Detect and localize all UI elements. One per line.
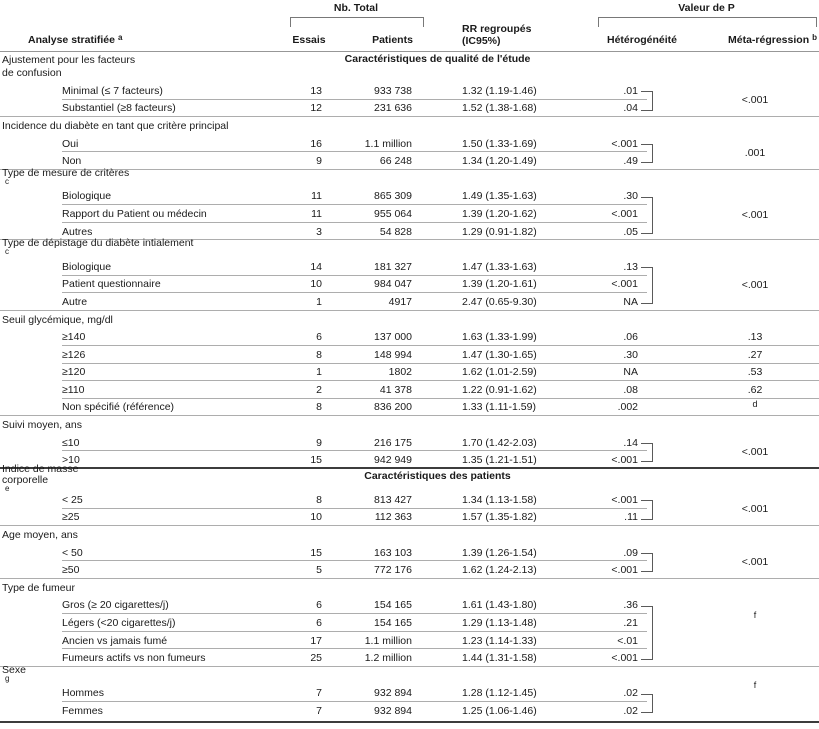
table-row — [0, 258, 819, 276]
heterogeneity-cell: .06 — [623, 331, 638, 344]
heterogeneity-cell: <.001 — [611, 493, 638, 506]
meta-regression-value: <.001 — [741, 445, 769, 458]
heterogeneity-cell: .11 — [624, 511, 638, 524]
patients-cell: 813 427 — [374, 493, 412, 506]
table-group-row — [0, 237, 819, 258]
row-label-line: Rapport du Patient ou médecin — [62, 207, 207, 220]
meta-regression-cell — [690, 399, 819, 417]
meta-regression-value: f — [753, 680, 757, 690]
row-label-line: corporelle e — [2, 475, 78, 497]
row-label-line: Biologique — [62, 190, 112, 203]
table-group-row — [0, 166, 819, 188]
row-label-line: Non spécifié (référence) — [62, 401, 175, 414]
col-analyse-stratifiee — [28, 34, 122, 46]
table-rows — [0, 52, 819, 720]
row-label — [62, 364, 85, 382]
table-row — [0, 188, 819, 206]
meta-regression-value: <.001 — [741, 278, 769, 291]
essais-cell: 9 — [316, 436, 322, 449]
essais-cell: 15 — [310, 546, 322, 559]
row-label-line: Non — [62, 155, 82, 168]
rr-cell: 1.61 (1.43-1.80) — [462, 599, 537, 612]
essais-cell: 10 — [310, 511, 322, 524]
row-label-line: Biologique — [62, 260, 112, 273]
table-row — [0, 649, 819, 667]
patients-cell: 932 894 — [374, 687, 412, 700]
col-analyse-label: Analyse stratifiée — [28, 34, 115, 46]
patients-cell: 137 000 — [374, 331, 412, 344]
rr-cell: 1.33 (1.11-1.59) — [462, 401, 536, 414]
row-label — [2, 237, 194, 258]
row-label — [2, 166, 130, 188]
row-label — [62, 205, 207, 223]
essais-cell: 1 — [316, 366, 322, 379]
row-label-line: >10 — [62, 454, 80, 467]
row-label — [2, 579, 75, 597]
group-bracket — [641, 606, 653, 660]
essais-cell: 1 — [316, 295, 322, 308]
essais-cell: 6 — [316, 617, 322, 630]
patients-cell: 955 064 — [374, 207, 412, 220]
footnote-marker: c — [5, 176, 9, 186]
footnote-marker: c — [5, 247, 9, 257]
heterogeneity-cell: .13 — [623, 260, 638, 273]
row-label-line: Sexe g — [2, 663, 26, 683]
row-label — [62, 509, 79, 527]
table-row — [0, 346, 819, 364]
row-label — [62, 614, 176, 632]
table-group-row — [0, 462, 819, 493]
heterogeneity-cell: .02 — [623, 687, 638, 700]
essais-cell: 15 — [310, 454, 322, 467]
col-meta-label: Méta-régression — [728, 34, 810, 46]
row-label — [62, 649, 206, 667]
table-group-row — [0, 579, 819, 597]
row-label-line: ≥50 — [62, 564, 80, 577]
col-group-valeur-p: Valeur de P — [678, 2, 735, 14]
row-label — [62, 293, 87, 311]
rr-cell: 1.63 (1.33-1.99) — [462, 331, 537, 344]
row-label-line: Indice de masse — [2, 462, 79, 475]
patients-cell: 984 047 — [374, 278, 412, 291]
rr-cell: 1.35 (1.21-1.51) — [462, 454, 537, 467]
row-label-line: Seuil glycémique, mg/dl — [2, 313, 113, 326]
meta-regression-value: f — [753, 610, 757, 620]
heterogeneity-cell: <.001 — [611, 278, 638, 291]
rr-cell: 1.25 (1.06-1.46) — [462, 704, 537, 717]
row-label-line: Type de dépistage du diabète intialement c — [2, 237, 194, 257]
essais-cell: 14 — [310, 260, 322, 273]
essais-cell: 10 — [310, 278, 322, 291]
row-label-line: Fumeurs actifs vs non fumeurs — [62, 652, 206, 665]
row-label — [62, 632, 167, 650]
essais-cell: 13 — [310, 84, 322, 97]
table-row — [0, 702, 819, 720]
meta-regression-cell: .13 — [747, 331, 763, 344]
footnote-marker-a: a — [117, 33, 123, 42]
essais-cell: 8 — [316, 493, 322, 506]
patients-cell: 4917 — [388, 295, 412, 308]
table-group-row — [0, 117, 819, 135]
col-rr-line1: RR regroupés — [462, 23, 532, 35]
row-label-line: ≥140 — [62, 331, 86, 344]
row-label-line: < 50 — [62, 546, 83, 559]
heterogeneity-cell: .002 — [617, 401, 638, 414]
row-label-line: Autre — [62, 295, 88, 308]
table-bottom-rule — [0, 721, 819, 723]
meta-regression-cell: .53 — [747, 366, 763, 379]
row-label-line: ≥126 — [62, 348, 86, 361]
row-label-line: Gros (≥ 20 cigarettes/j) — [62, 599, 169, 612]
patients-cell: 154 165 — [374, 617, 412, 630]
essais-cell: 16 — [310, 137, 322, 150]
patients-cell: 1802 — [388, 366, 412, 379]
section-banner: Caractéristiques des patients — [364, 470, 511, 483]
row-label-line: Type de mesure de critères c — [2, 166, 130, 186]
group-bracket — [641, 694, 653, 713]
essais-cell: 7 — [316, 687, 322, 700]
table-row — [0, 364, 819, 382]
meta-regression-value: <.001 — [741, 94, 769, 106]
patients-cell: 772 176 — [374, 564, 412, 577]
footnote-marker: d — [752, 399, 758, 410]
table-row — [0, 399, 819, 417]
col-group-nb-total: Nb. Total — [333, 2, 379, 14]
heterogeneity-cell: <.001 — [611, 564, 638, 577]
table-row — [0, 328, 819, 346]
heterogeneity-cell: .08 — [623, 383, 638, 396]
rr-cell: 1.39 (1.20-1.61) — [462, 278, 537, 291]
patients-cell: 1.1 million — [364, 634, 412, 647]
col-rr-regroupes — [462, 24, 531, 47]
row-label-line: de confusion — [2, 67, 62, 79]
row-label-line: ≥110 — [62, 383, 85, 396]
col-rr-line2: (IC95%) — [462, 34, 501, 47]
meta-regression-cell: .27 — [747, 348, 763, 361]
row-label — [62, 399, 174, 417]
row-label — [62, 276, 161, 294]
rr-cell: 1.22 (0.91-1.62) — [462, 383, 537, 396]
group-bracket — [641, 267, 653, 304]
row-label — [62, 702, 103, 720]
heterogeneity-cell: NA — [623, 295, 638, 308]
heterogeneity-cell: .01 — [623, 84, 638, 97]
rr-cell: 1.57 (1.35-1.82) — [462, 511, 537, 524]
row-label-line: Femmes — [62, 704, 103, 717]
rr-cell: 1.28 (1.12-1.45) — [462, 687, 537, 700]
patients-cell: 942 949 — [374, 454, 412, 467]
row-label — [62, 597, 169, 615]
rr-cell: 1.70 (1.42-2.03) — [462, 436, 537, 449]
table-row — [0, 381, 819, 399]
table-group-row — [0, 311, 819, 329]
row-label-line: Incidence du diabète en tant que critère principal — [2, 119, 229, 132]
row-label — [62, 491, 83, 509]
valeur-p-span-bracket — [598, 17, 817, 27]
table-header — [0, 0, 819, 52]
essais-cell: 3 — [316, 225, 322, 238]
row-label-line: Age moyen, ans — [2, 529, 78, 542]
patients-cell: 112 363 — [374, 511, 412, 524]
row-label-line: Hommes — [62, 687, 105, 700]
row-label-line: Légers (<20 cigarettes/j) — [62, 617, 176, 630]
heterogeneity-cell: NA — [623, 366, 638, 379]
nb-total-span-bracket — [290, 17, 424, 27]
footnote-marker-b: b — [812, 33, 817, 42]
rr-cell: 1.47 (1.30-1.65) — [462, 348, 537, 361]
group-bracket — [641, 197, 653, 234]
footnote-marker: e — [5, 483, 10, 493]
col-heterogeneite: Hétérogénéité — [606, 34, 678, 46]
row-label — [2, 52, 135, 82]
row-label — [62, 346, 85, 364]
row-label — [2, 663, 26, 685]
rr-cell: 2.47 (0.65-9.30) — [462, 295, 537, 308]
row-label — [62, 135, 78, 153]
patients-cell: 932 894 — [374, 704, 412, 717]
row-label-line: ≥25 — [62, 511, 80, 524]
row-label — [62, 188, 111, 206]
group-bracket — [641, 553, 653, 572]
section-banner: Caractéristiques de qualité de l'étude — [344, 53, 531, 65]
essais-cell: 2 — [316, 383, 322, 396]
patients-cell: 1.1 million — [364, 137, 412, 150]
heterogeneity-cell: .14 — [623, 436, 638, 449]
patients-cell: 163 103 — [374, 546, 412, 559]
patients-cell: 41 378 — [379, 383, 412, 396]
table-group-row — [0, 416, 819, 434]
rr-cell: 1.34 (1.20-1.49) — [462, 155, 537, 168]
patients-cell: 54 828 — [379, 225, 412, 238]
group-bracket — [641, 500, 653, 520]
rr-cell: 1.62 (1.24-2.13) — [462, 564, 537, 577]
group-bracket — [641, 443, 653, 462]
patients-cell: 154 165 — [374, 599, 412, 612]
heterogeneity-cell: .21 — [623, 617, 638, 630]
table-group-row — [0, 526, 819, 544]
rr-cell: 1.23 (1.14-1.33) — [462, 634, 537, 647]
essais-cell: 11 — [311, 190, 322, 203]
patients-cell: 865 309 — [374, 190, 412, 203]
footnote-marker: g — [5, 673, 10, 683]
rr-cell: 1.29 (0.91-1.82) — [462, 225, 537, 238]
rr-cell: 1.34 (1.13-1.58) — [462, 493, 537, 506]
patients-cell: 836 200 — [374, 401, 412, 414]
essais-cell: 6 — [316, 599, 322, 612]
rr-cell: 1.29 (1.13-1.48) — [462, 617, 537, 630]
rr-cell: 1.52 (1.38-1.68) — [462, 102, 537, 115]
row-label — [62, 434, 79, 452]
table-row — [0, 293, 819, 311]
heterogeneity-cell: <.001 — [611, 454, 638, 467]
group-bracket — [641, 144, 653, 163]
row-label-line: ≥120 — [62, 366, 86, 379]
row-label — [2, 526, 78, 544]
patients-cell: 181 327 — [374, 260, 412, 273]
row-label-line: Patient questionnaire — [62, 278, 161, 291]
meta-regression-value: <.001 — [741, 503, 769, 515]
rr-cell: 1.39 (1.20-1.62) — [462, 207, 537, 220]
heterogeneity-cell: .36 — [623, 599, 638, 612]
essais-cell: 9 — [316, 155, 322, 168]
essais-cell: 11 — [311, 207, 322, 220]
patients-cell: 216 175 — [374, 436, 412, 449]
row-label-line: ≤10 — [62, 436, 80, 449]
row-label — [2, 117, 228, 135]
essais-cell: 6 — [316, 331, 322, 344]
row-label — [2, 462, 79, 493]
table-group-row — [0, 52, 819, 82]
essais-cell: 8 — [316, 401, 322, 414]
heterogeneity-cell: .09 — [623, 546, 638, 559]
heterogeneity-cell: <.01 — [617, 634, 638, 647]
row-label — [62, 561, 79, 579]
heterogeneity-cell: .49 — [623, 155, 638, 168]
rr-cell: 1.39 (1.26-1.54) — [462, 546, 537, 559]
patients-cell: 148 994 — [374, 348, 412, 361]
essais-cell: 7 — [316, 704, 322, 717]
row-label-line: Ancien vs jamais fumé — [62, 634, 168, 647]
col-meta-regression — [660, 34, 817, 46]
meta-regression-cell: .62 — [747, 383, 763, 396]
row-label — [62, 258, 111, 276]
heterogeneity-cell: <.001 — [611, 652, 638, 665]
essais-cell: 8 — [316, 348, 322, 361]
meta-regression-value: <.001 — [741, 208, 769, 221]
meta-regression-value: .001 — [744, 146, 766, 159]
row-label-line: Type de fumeur — [2, 581, 75, 594]
rr-cell: 1.44 (1.31-1.58) — [462, 652, 537, 665]
col-essais: Essais — [292, 34, 326, 46]
row-label-line: Autres — [62, 225, 93, 238]
heterogeneity-cell: .02 — [623, 704, 638, 717]
patients-cell: 1.2 million — [364, 652, 412, 665]
essais-cell: 12 — [310, 102, 322, 115]
row-label — [62, 100, 176, 118]
row-label — [62, 381, 85, 399]
row-label — [62, 685, 104, 703]
essais-cell: 25 — [310, 652, 322, 665]
col-patients: Patients — [372, 34, 413, 46]
row-label — [62, 544, 83, 562]
row-label-line: Minimal (≤ 7 facteurs) — [62, 84, 163, 97]
rr-cell: 1.32 (1.19-1.46) — [462, 84, 537, 97]
heterogeneity-cell: <.001 — [611, 207, 638, 220]
row-label-line: Suivi moyen, ans — [2, 419, 82, 432]
rr-cell: 1.49 (1.35-1.63) — [462, 190, 537, 203]
row-label — [2, 416, 82, 434]
patients-cell: 933 738 — [374, 84, 412, 97]
rr-cell: 1.47 (1.33-1.63) — [462, 260, 537, 273]
essais-cell: 17 — [310, 634, 322, 647]
essais-cell: 5 — [316, 564, 322, 577]
heterogeneity-cell: .05 — [623, 225, 638, 238]
row-label-line: Ajustement pour les facteurs — [2, 53, 136, 66]
row-label-line: Oui — [62, 137, 79, 150]
heterogeneity-cell: .30 — [623, 190, 638, 203]
row-label-line: Substantiel (≥8 facteurs) — [62, 102, 176, 115]
row-label — [62, 82, 163, 100]
rr-cell: 1.62 (1.01-2.59) — [462, 366, 537, 379]
patients-cell: 66 248 — [379, 155, 412, 168]
row-label — [2, 311, 113, 329]
heterogeneity-cell: .30 — [623, 348, 638, 361]
group-bracket — [641, 91, 653, 111]
row-label — [62, 328, 85, 346]
patients-cell: 231 636 — [374, 102, 412, 115]
table-row — [0, 632, 819, 650]
meta-regression-value: <.001 — [741, 555, 769, 568]
heterogeneity-cell: .04 — [623, 102, 638, 115]
heterogeneity-cell: <.001 — [611, 137, 638, 150]
rr-cell: 1.50 (1.33-1.69) — [462, 137, 537, 150]
row-label-line: < 25 — [62, 493, 83, 506]
